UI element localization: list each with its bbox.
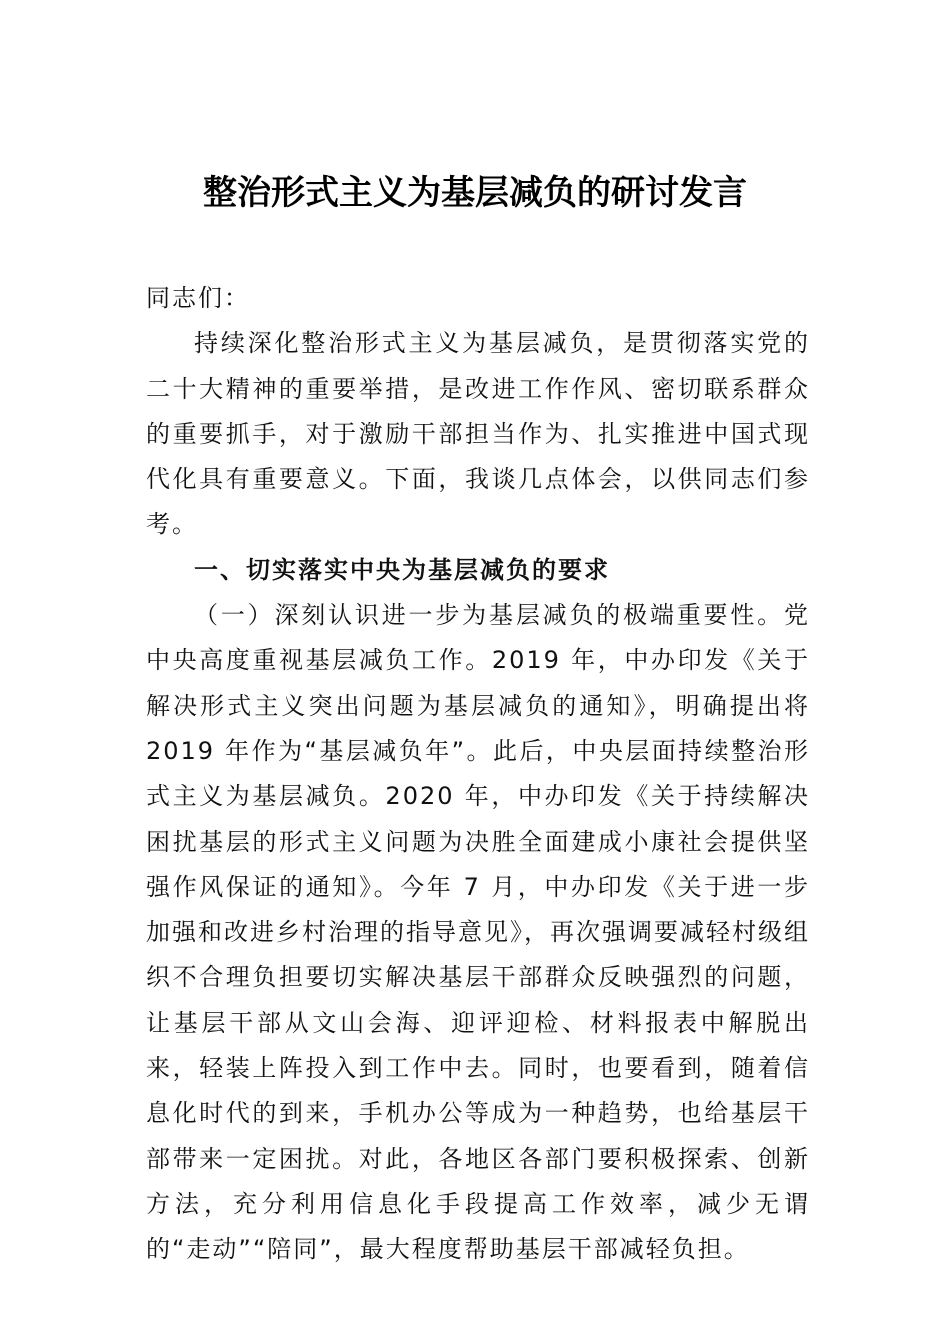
section-1-heading: 一、切实落实中央为基层减负的要求 xyxy=(194,555,610,584)
greeting: 同志们： xyxy=(146,284,250,312)
subsection-1-paragraph xyxy=(146,593,810,1272)
document-title: 整治形式主义为基层减负的研讨发言 xyxy=(203,173,747,213)
intro-paragraph: 持续深化整治形式主义为基层减负，是贯彻落实党的二十大精神的重要举措，是改进工作作风、密切联系群众的重要抓手，对于激励干部担当作为、扎实推进中国式现代化具有重要意义。下面，我谈几点体会，以供同志们参考。 xyxy=(146,329,810,539)
subsection-1-heading: （一）深刻认识进一步为基层减负的极端重要性。 xyxy=(194,601,784,630)
subsection-1-body: 党中央高度重视基层减负工作。2019 年，中办印发《关于解决形式主义突出问题为基层减负的通知》，明确提出将 2019 年作为“基层减负年”。此后，中央层面持续整治形式主义为基层减负。2020 年，中办印发《关于持续解决困扰基层的形式主义问题为决胜全面建成小康社会提供坚强作风保证的通知》。今年 7 月，中办印发《关于进一步加强和改进乡村治理的指导意见》，再次强调要减轻村级组织不合理负担要切实解决基层干部群众反映强烈的问题，让基层干部从文山会海、迎评迎检、材料报表中解脱出来，轻装上阵投入到工作中去。同时，也要看到，随着信息化时代的到来，手机办公等成为一种趋势，也给基层干部带来一定困扰。对此，各地区各部门要积极探索、创新方法，充分利用信息化手段提高工作效率，减少无谓的“走动”“陪同”，最大程度帮助基层干部减轻负担。 xyxy=(146,601,810,1264)
document-body xyxy=(146,276,810,1273)
